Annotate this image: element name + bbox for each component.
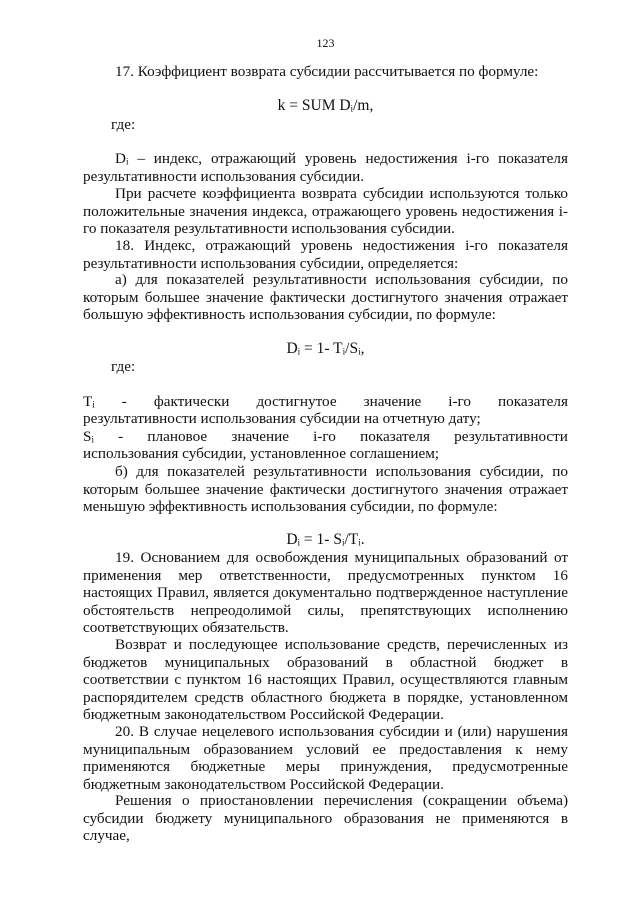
ti-word: достигнутое [256,393,337,410]
paragraph-di-definition: Dᵢ – индекс, отражающий уровень недостижения i-го показателя результативности использования субсидии. [83,150,568,185]
formula-coefficient-k: k = SUM Dᵢ/m, [277,97,374,114]
ti-word: фактически [153,393,230,410]
ti-word: - [121,393,127,410]
ti-definition-continuation: результативности использования субсидии на отчетную дату; [83,410,481,427]
paragraph-20-suspension: Решения о приостановлении перечисления (сокращении объема) субсидии бюджету муниципального образования не применяются в случае, [83,792,568,845]
paragraph-18b: б) для показателей результативности использования субсидии, по которым большее значение фактически достигнутого значения отражает меньшую эффективность использования субсидии, по формуле: [83,463,568,516]
ti-word: i-го [448,393,472,410]
ti-word: показателя [498,393,568,410]
where-label: где: [111,116,136,133]
paragraph-positive-values: При расчете коэффициента возврата субсидии используются только положительные значения индекса, отражающего уровень недостижения i-го показателя результативности использования субсидии. [83,185,568,238]
si-definition-line [83,428,568,446]
paragraph-19-return: Возврат и последующее использование средств, перечисленных из бюджетов муниципальных образований в областной бюджет в соответствии с пунктом 16 настоящих Правил, осуществляются главным распорядителем средств областного бюджета в порядке, установленном бюджетным законодательством Российской Федерации. [83,636,568,724]
paragraph-18a: а) для показателей результативности использования субсидии, по которым большее значение фактически достигнутого значения отражает большую эффективность использования субсидии, по формуле: [83,271,568,324]
ti-word: Tᵢ [83,393,95,410]
page-number: 123 [316,36,335,50]
si-word: Sᵢ [83,428,94,445]
formula-di-b: Dᵢ = 1- Sᵢ/Tᵢ. [286,531,365,548]
paragraph-19: 19. Основанием для освобождения муниципальных образований от применения мер ответственности, предусмотренных пунктом 16 настоящих Правил, является документально подтвержденное наступление обстоятельств непреодолимой силы, препятствующих исполнению соответствующих обязательств. [83,549,568,637]
si-word: плановое [147,428,208,445]
formula-di-a: Dᵢ = 1- Tᵢ/Sᵢ, [286,340,365,357]
document-page [83,0,568,905]
si-word: значение [231,428,289,445]
si-word: i-го [313,428,336,445]
ti-word: значение [363,393,422,410]
ti-definition-line [83,393,568,411]
paragraph-18: 18. Индекс, отражающий уровень недостижения i-го показателя результативности использования субсидии, определяется: [83,237,568,272]
si-definition-continuation: использования субсидии, установленное соглашением; [83,445,440,462]
si-word: - [118,428,124,445]
si-word: показателя [360,428,430,445]
paragraph-20: 20. В случае нецелевого использования субсидии и (или) нарушения муниципальным образованием условий ее предоставления к нему применяются бюджетные меры принуждения, предусмотренные бюджетным законодательством Российской Федерации. [83,723,568,793]
paragraph-17: 17. Коэффициент возврата субсидии рассчитывается по формуле: [115,63,539,80]
where-label-2: где: [111,358,136,375]
si-word: результативности [454,428,568,445]
